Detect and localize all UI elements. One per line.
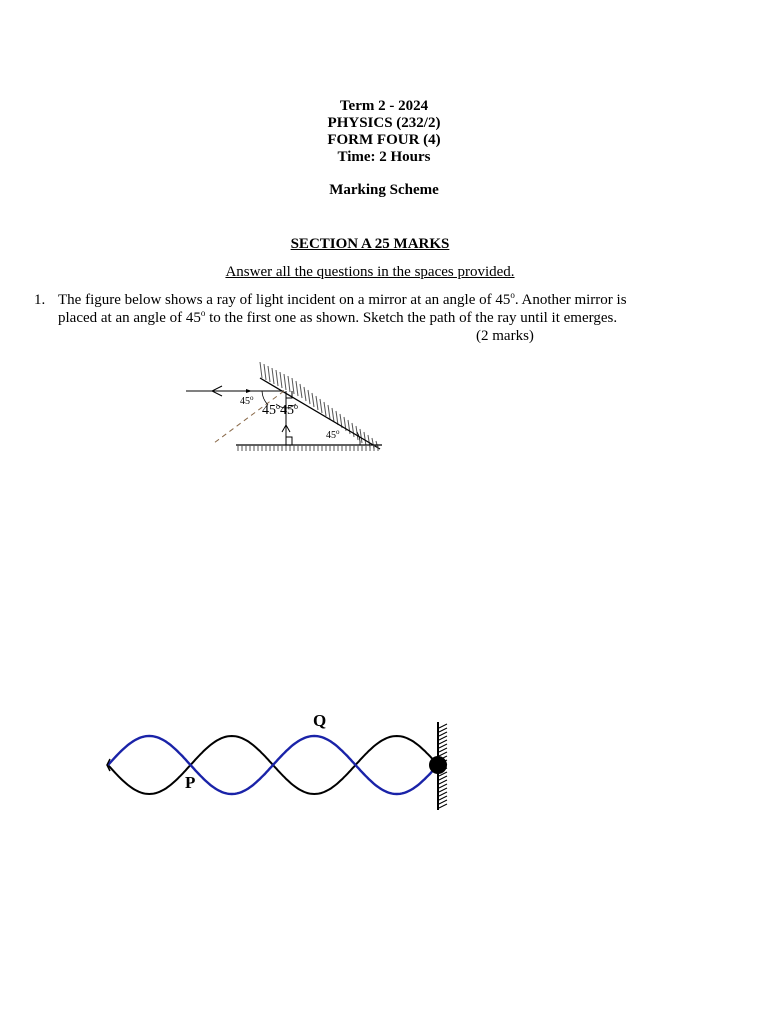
wall-hatch-line	[439, 796, 447, 800]
q1-line2-a: placed at an angle of 45	[58, 310, 201, 326]
header-time: Time: 2 Hours	[337, 149, 431, 165]
angle-left-sup: o	[250, 394, 254, 402]
wave-label-p: P	[185, 773, 196, 792]
wall-hatch-line	[439, 748, 447, 752]
question-marks: (2 marks)	[476, 328, 534, 344]
wall-hatch-line	[439, 736, 447, 740]
wave-label-q: Q	[313, 711, 327, 730]
wall-hatch-line	[439, 724, 447, 728]
q1-line1-sup: o	[510, 290, 515, 300]
wall-hatch-line	[439, 788, 447, 792]
angle-mid-value: 45	[262, 403, 276, 418]
wall-hatch-line	[439, 744, 447, 748]
angle-bottom-value: 45	[326, 430, 336, 441]
wall-hatch-line	[439, 792, 447, 796]
fixed-end-node	[429, 756, 447, 774]
q1-line2-b: to the first one as shown. Sketch the path of the ray until it emerges.	[205, 310, 618, 326]
section-instruction: Answer all the questions in the spaces provided.	[225, 264, 515, 280]
wall-hatch-line	[439, 784, 447, 788]
wall-hatch-line	[439, 780, 447, 784]
header-marking-scheme: Marking Scheme	[329, 182, 439, 198]
angle-mid2-sup: o	[294, 402, 298, 411]
q1-line2-sup: o	[200, 308, 206, 318]
header-subject: PHYSICS (232/2)	[327, 115, 441, 131]
wave-blue	[108, 736, 438, 794]
wall-hatch-line	[439, 740, 447, 744]
wall-hatch-line	[439, 776, 447, 780]
q1-line1-a: The figure below shows a ray of light incident on a mirror at an angle of 45	[58, 292, 511, 308]
section-title: SECTION A 25 MARKS	[290, 236, 450, 252]
angle-bottom-sup: o	[336, 428, 340, 436]
angle-mid2-value: 45	[280, 403, 294, 418]
wall-hatch-line	[439, 752, 447, 756]
wall-hatch-line	[439, 732, 447, 736]
wall-hatch-line	[439, 804, 447, 808]
question-number: 1.	[34, 292, 46, 308]
angle-left-value: 45	[240, 396, 250, 407]
header-term: Term 2 - 2024	[339, 98, 429, 114]
q1-line1-b: . Another mirror is	[514, 292, 627, 308]
wall-hatch-line	[439, 800, 447, 804]
header-form: FORM FOUR (4)	[327, 132, 441, 148]
wall-hatch-line	[439, 728, 447, 732]
angle-mid-sup: o	[276, 402, 280, 411]
